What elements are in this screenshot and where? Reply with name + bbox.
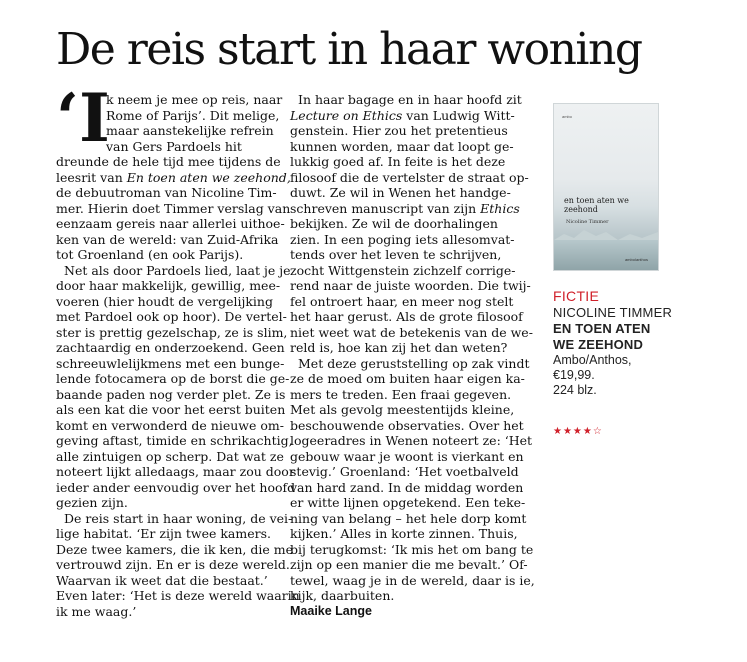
book-title-line-1: EN TOEN ATEN <box>553 321 651 336</box>
cover-publisher-top: ambo <box>562 114 573 119</box>
cover-publisher-bottom: amboǀanthos <box>624 257 648 262</box>
text-line: lende fotocamera op de borst die ge- <box>56 371 290 386</box>
text-line: lukkig goed af. In feite is het deze <box>290 154 506 169</box>
text-line: alle zintuigen op scherp. Dat wat ze <box>56 448 284 464</box>
text-line: genstein. Hier zou het pretentieus <box>290 123 508 138</box>
book-pages: 224 blz. <box>553 383 597 397</box>
text-line: dreunde de hele tijd mee tijdens de <box>56 154 281 169</box>
drop-cap: ‘I <box>56 79 110 157</box>
text-line: tewel, waag je in de wereld, daar is ie, <box>290 572 535 588</box>
book-title-line-2: WE ZEEHOND <box>553 337 644 352</box>
text-line: gebouw waar je woont is vierkant en <box>290 448 524 464</box>
text-line: zachtaardig en onderzoekend. Geen <box>56 340 285 355</box>
cover-author: Nicoline Timmer <box>566 219 609 225</box>
text-span: leesrit van <box>56 169 127 185</box>
book-publisher: Ambo/Anthos, <box>553 353 632 367</box>
text-line: kunnen worden, maar dat loopt ge- <box>290 138 514 154</box>
text-line: kijk, daarbuiten. <box>290 588 395 603</box>
book-info-sidebar <box>553 288 683 437</box>
text-line: schreeuwlelijkmens met een bunge- <box>56 355 285 371</box>
text-line: De reis start in haar woning, de vei- <box>64 510 293 526</box>
text-line: het haar gerust. Als de grote filosoof <box>290 309 523 324</box>
text-line: gezien zijn. <box>56 495 128 510</box>
text-line: Rome of Parijs’. Dit melige, <box>106 107 280 123</box>
article-column-2 <box>290 92 535 619</box>
book-cover <box>553 103 659 271</box>
text-line: baande paden nog verder plet. Ze is <box>56 386 286 402</box>
book-author: NICOLINE TIMMER <box>553 305 673 320</box>
genre-label: FICTIE <box>553 288 600 304</box>
text-line: k neem je mee op reis, naar <box>106 92 283 107</box>
text-line: de debuutroman van Nicoline Tim- <box>56 185 277 200</box>
text-line: tends over het leven te schrijven, <box>290 247 502 262</box>
article-author: Maaike Lange <box>290 603 372 618</box>
text-line: van hard zand. In de middag worden <box>290 479 524 495</box>
text-line: maar aanstekelijke refrein <box>106 123 274 138</box>
text-line <box>56 169 291 186</box>
text-line: noteert lijkt alledaags, maar zou door <box>56 464 295 479</box>
book-price: €19,99. <box>553 368 595 382</box>
text-line: tot Groenland (en ook Parijs). <box>56 247 244 262</box>
text-line: bekijken. Ze wil de doorhalingen <box>290 216 498 231</box>
text-line: voeren (hier houdt de vergelijking <box>56 293 273 309</box>
text-line: bij terugkomst: ‘Ik mis het om bang te <box>290 541 534 557</box>
text-line: zijn op een manier die me bevalt.’ Of- <box>290 557 528 572</box>
text-line: van Gers Pardoels hit <box>106 138 242 154</box>
text-line: Met als gevolg meestentijds kleine, <box>290 402 515 417</box>
text-line: mer. Hierin doet Timmer verslag van <box>56 200 291 216</box>
text-line: er witte lijnen opgetekend. Een teke- <box>290 495 526 510</box>
text-line <box>290 108 522 124</box>
text-line: mers te treden. Een fraai gegeven. <box>290 386 512 402</box>
text-line: vertrouwd zijn. En er is deze wereld. <box>56 557 290 572</box>
text-line: als een kat die voor het eerst buiten <box>56 402 286 417</box>
ethics-title-italic: Ethics <box>480 200 520 216</box>
lecture-title-italic: Lecture on Ethics <box>290 107 403 123</box>
text-line: niet weet wat de betekenis van de we- <box>290 324 533 340</box>
text-line: zocht Wittgenstein zichzelf corrige- <box>290 262 516 278</box>
cover-sea <box>554 240 658 270</box>
text-line: kijken.’ Alles in korte zinnen. Thuis, <box>290 526 518 541</box>
text-line: met Pardoel ook op hoor). De vertel- <box>56 309 287 324</box>
text-line: Deze twee kamers, die ik ken, die me <box>56 541 293 557</box>
text-line: eenzaam gereis naar allerlei uithoe- <box>56 216 285 231</box>
text-line: ken van de wereld: van Zuid-Afrika <box>56 231 279 247</box>
text-line: reld is, hoe kan zij het dan weten? <box>290 340 508 355</box>
cover-title: en toen aten we zeehond <box>564 196 629 214</box>
book-title-italic: En toen aten we zeehond, <box>126 169 291 185</box>
article-column-1 <box>56 92 300 619</box>
text-line: ieder ander eenvoudig over het hoofd <box>56 479 296 495</box>
headline: De reis start in haar woning <box>56 24 642 75</box>
text-span: van Ludwig Witt- <box>402 107 515 123</box>
text-line: ik me waag.’ <box>56 603 137 619</box>
text-line: rend naar de juiste woorden. Die twij- <box>290 278 531 293</box>
text-line: Even later: ‘Het is deze wereld waarin <box>56 588 300 603</box>
text-line: komt en verwonderd de nieuwe om- <box>56 417 284 433</box>
text-line: ster is prettig gezelschap, ze is slim, <box>56 324 288 340</box>
text-span: schreven manuscript van zijn <box>290 200 481 216</box>
text-line: door haar makkelijk, gewillig, mee- <box>56 278 281 293</box>
text-line: logeeradres in Wenen noteert ze: ‘Het <box>290 433 533 448</box>
text-line: duwt. Ze wil in Wenen het handge- <box>290 185 511 200</box>
text-line: Net als door Pardoels lied, laat je je <box>64 262 291 278</box>
text-line: filosoof die de vertelster de straat op- <box>290 169 529 185</box>
text-line <box>290 201 522 217</box>
text-line: stevig.’ Groenland: ‘Het voetbalveld <box>290 464 519 479</box>
text-line: ze de moed om buiten haar eigen ka- <box>290 371 525 386</box>
star-rating: ★★★★☆ <box>553 426 603 437</box>
text-line: In haar bagage en in haar hoofd zit <box>298 92 522 107</box>
text-line: lige habitat. ‘Er zijn twee kamers. <box>56 526 271 541</box>
text-line: Met deze geruststelling op zak vindt <box>298 355 530 371</box>
text-line: geving aftast, timide en schrikachtig, <box>56 433 293 448</box>
text-line: zien. In een poging iets allesomvat- <box>290 231 515 247</box>
text-line: Waarvan ik weet dat die bestaat.’ <box>56 572 268 588</box>
text-line: fel ontroert haar, en meer nog stelt <box>290 293 514 309</box>
text-line: ning van belang – het hele dorp komt <box>290 510 527 526</box>
text-line: beschouwende observaties. Over het <box>290 417 524 433</box>
